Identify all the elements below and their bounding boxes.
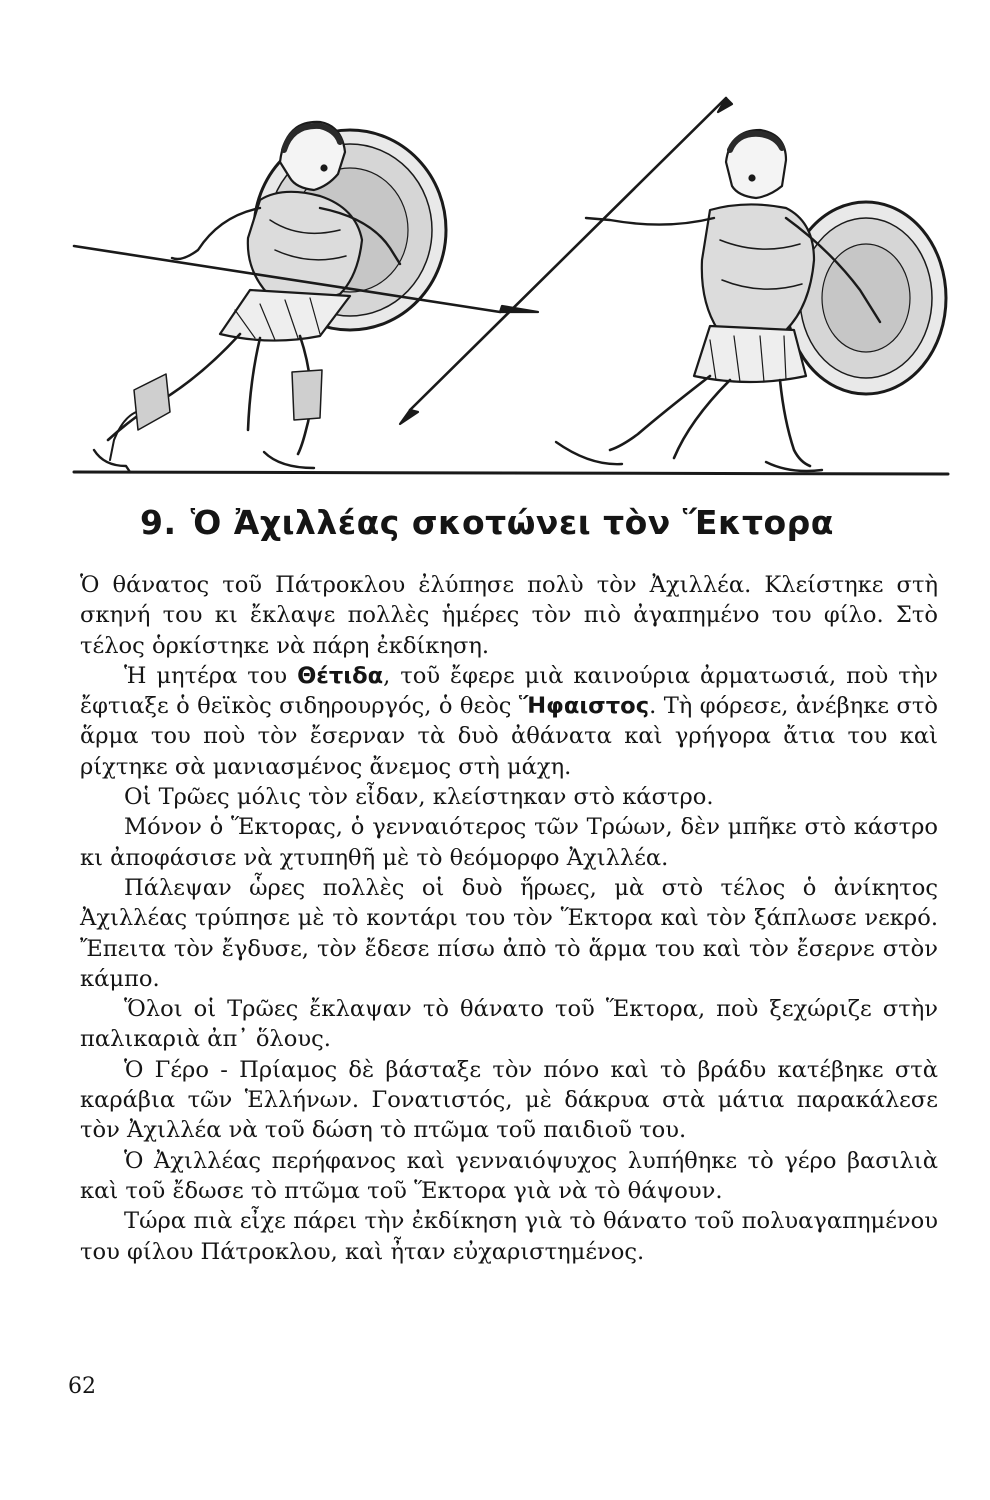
paragraph: Πάλεψαν ὧρες πολλὲς οἱ δυὸ ἥρωες, μὰ στὸ τέλος ὁ ἀνίκητος Ἀχιλλέας τρύπησε μὲ τὸ κοντάρι του τὸν Ἕκτορα καὶ τὸν ξάπλωσε νεκρό. Ἔπειτα τὸν ἔγδυσε, τὸν ἔδεσε πίσω ἀπὸ τὸ ἅρμα του καὶ τὸν ἔσερνε στὸν κάμπο.	[80, 874, 938, 992]
chapter-title-text: Ὁ Ἀχιλλέας σκοτώνει τὸν Ἕκτορα	[190, 503, 834, 542]
name-thetis: Θέτιδα	[297, 662, 384, 689]
paragraph: Ἡ μητέρα του Θέτιδα, τοῦ ἔφερε μιὰ καινούρια ἀρματωσιά, ποὺ τὴν ἔφτιαξε ὁ θεϊκὸς σιδηρουργός, ὁ θεὸς Ἥφαιστος. Τὴ φόρεσε, ἀνέβηκε στὸ ἅρμα του ποὺ τὸν ἔσερναν τὰ δυὸ ἀθάνατα καὶ γρήγορα ἄτια του καὶ ρίχτηκε σὰ μανιασμένος ἄνεμος στὴ μάχη.	[80, 662, 938, 780]
paragraph: Ὅλοι οἱ Τρῶες ἔκλαψαν τὸ θάνατο τοῦ Ἕκτορα, ποὺ ξεχώριζε στὴν παλικαριὰ ἀπ᾿ ὅλους.	[80, 996, 938, 1053]
chapter-title	[140, 503, 920, 542]
page-number: 62	[68, 1374, 96, 1399]
paragraph: Ὁ Ἀχιλλέας περήφανος καὶ γενναιόψυχος λυπήθηκε τὸ γέρο βασιλιὰ καὶ τοῦ ἔδωσε τὸ πτῶμα τοῦ Ἕκτορα γιὰ νὰ τὸ θάψουν.	[80, 1147, 938, 1204]
paragraph: Ὁ Γέρο - Πρίαμος δὲ βάσταξε τὸν πόνο καὶ τὸ βράδυ κατέβηκε στὰ καράβια τῶν Ἑλλήνων. Γονατιστός, μὲ δάκρυα στὰ μάτια παρακάλεσε τὸν Ἀχιλλέα νὰ τοῦ δώση τὸ πτῶμα τοῦ παιδιοῦ του.	[80, 1056, 938, 1144]
name-hephaestus: Ἥφαιστος	[518, 693, 650, 720]
ground-line	[74, 472, 948, 474]
paragraph: Τώρα πιὰ εἶχε πάρει τὴν ἐκδίκηση γιὰ τὸ θάνατο τοῦ πολυαγαπημένου του φίλου Πάτροκλου, καὶ ἦταν εὐχαριστημένος.	[80, 1208, 938, 1265]
achilles-hector-illustration	[70, 90, 950, 490]
chapter-body	[80, 570, 938, 1267]
paragraph: Ὁ θάνατος τοῦ Πάτροκλου ἐλύπησε πολὺ τὸν Ἀχιλλέα. Κλείστηκε στὴ σκηνή του κι ἔκλαψε πολλὲς ἡμέρες τὸν πιὸ ἀγαπημένο του φίλο. Στὸ τέλος ὁρκίστηκε νὰ πάρη ἐκδίκηση.	[80, 572, 938, 659]
right-warrior-figure	[400, 98, 946, 471]
chapter-number: 9.	[140, 503, 177, 542]
left-warrior-figure	[74, 122, 538, 472]
paragraph: Οἱ Τρῶες μόλις τὸν εἶδαν, κλείστηκαν στὸ κάστρο.	[124, 784, 714, 811]
paragraph: Μόνον ὁ Ἕκτορας, ὁ γενναιότερος τῶν Τρώων, δὲν μπῆκε στὸ κάστρο κι ἀποφάσισε νὰ χτυπηθῆ μὲ τὸ θεόμορφο Ἀχιλλέα.	[80, 814, 938, 871]
